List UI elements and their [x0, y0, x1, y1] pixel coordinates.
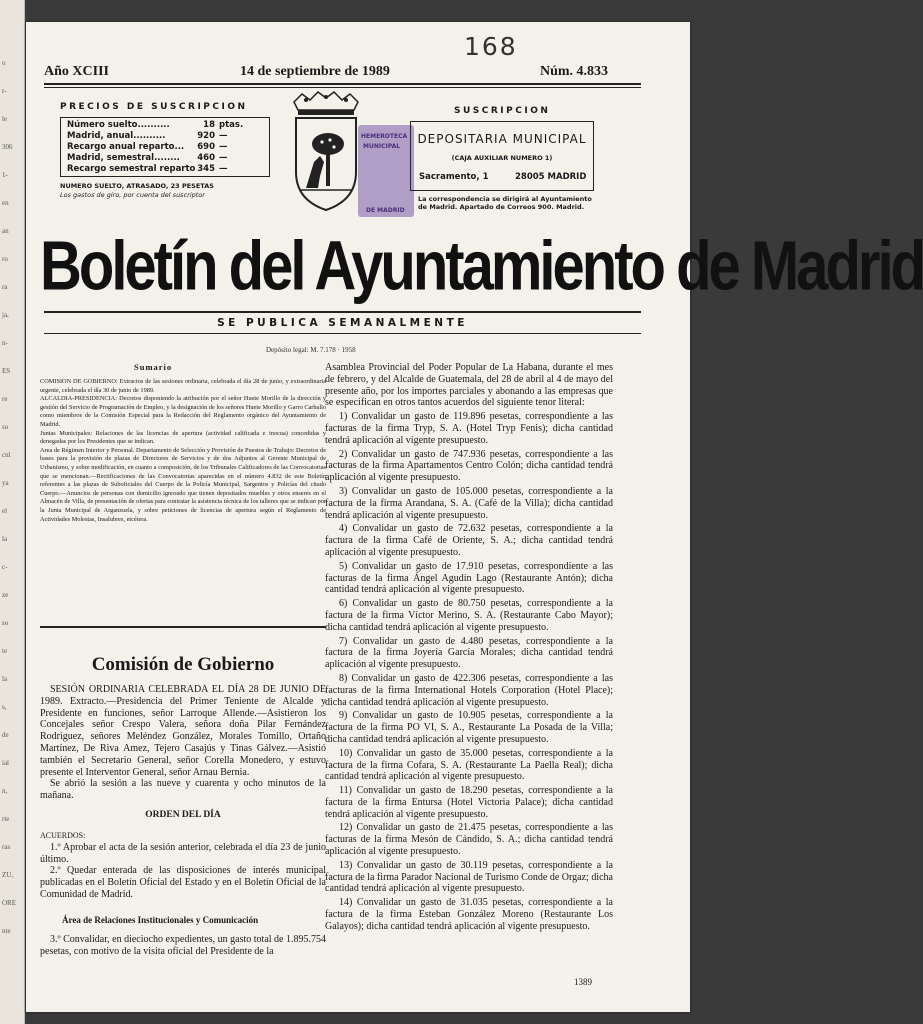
price-unit: — [219, 142, 228, 152]
summary-paragraph: COMISION DE GOBIERNO: Extractos de las sesiones ordinaria, celebrada el día 28 de junio, y extraordinaria urgente, celebrada el día 30 de junio de 1989. [40, 378, 326, 394]
price-value: 690 [197, 142, 215, 152]
margin-fragment: en [2, 199, 9, 207]
handwritten-page-number: 168 [464, 32, 518, 61]
agreement-3 [40, 934, 326, 958]
expense-item: 3) Convalidar un gasto de 105.000 pesetas, correspondiente a la factura de la firma Arandana, S. A. (Café de la Villa); dicha cantidad tendrá aplicación al vigente presupuesto. [325, 485, 613, 521]
masthead-title: Boletín del Ayuntamiento de Madrid [40, 227, 923, 306]
section-title: Comisión de Gobierno [91, 654, 275, 675]
price-unit: ptas. [219, 120, 244, 130]
margin-fragment: de [2, 731, 9, 739]
suscripcion-office: DEPOSITARIA MUNICIPAL [417, 132, 587, 146]
bulletin-page [26, 22, 923, 1012]
issue-number: Núm. 4.833 [540, 64, 609, 79]
margin-fragment: an [2, 227, 9, 235]
suscripcion-title: SUSCRIPCION [454, 106, 551, 116]
summary-title: Sumario [134, 362, 173, 372]
madrid-coat-of-arms-icon [284, 92, 368, 214]
right-column-intro: Asamblea Provincial del Poder Popular de La Habana, durante el mes de febrero, y del Alcalde de Guatemala, del 28 de abril al 4 de mayo del presente año, por los importes parciales y abonando a las empresas que se especifican en otros tantos acuerdos del siguiente tenor literal: [325, 362, 613, 409]
session-paragraph: Se abrió la sesión a las nueve y cuarenta y ocho minutos de la mañana. [40, 778, 326, 802]
publication-frequency: SE PUBLICA SEMANALMENTE [217, 317, 468, 329]
price-value: 460 [197, 153, 215, 163]
margin-fragment: re [2, 395, 8, 403]
price-row [67, 153, 265, 164]
margin-fragment: r- [2, 87, 7, 95]
price-value: 345 [197, 164, 215, 174]
margin-fragment: 1- [2, 171, 8, 179]
session-extract [40, 684, 326, 802]
area-heading: Área de Relaciones Institucionales y Comunicación [62, 915, 259, 925]
expense-item: 13) Convalidar un gasto de 30.119 pesetas, correspondiente a la factura de la firma Parador Nacional de Turismo Conde de Orgaz; dicha cantidad tendrá aplicación al vigente presupuesto. [325, 859, 613, 895]
price-label: Madrid, semestral........ [67, 153, 180, 163]
price-value: 18 [203, 120, 215, 130]
price-row [67, 131, 265, 142]
summary-text [40, 378, 326, 524]
expense-item: 10) Convalidar un gasto de 35.000 pesetas, correspondiente a la factura de la firma Cofara, S. A. (Restaurante La Paella Real); dicha cantidad tendrá aplicación al vigente presupuesto. [325, 747, 613, 783]
stamp-line-1: HEMEROTECA [361, 133, 408, 140]
issue-date: 14 de septiembre de 1989 [240, 64, 390, 79]
section-divider [40, 626, 326, 632]
stamp-line-2: MUNICIPAL [363, 143, 401, 150]
margin-fragment: la [2, 675, 8, 683]
margin-fragment: ES [2, 367, 11, 375]
summary-paragraph: Area de Régimen Interior y Personal. Departamento de Selección y Provisión de Puestos de Trabajo: Decretos de bases para la provisión de plazas de Directores de Servicios y de dos Adjuntos al Gerente Municipal de Urbanismo, y sobre modificación, en cuanto a composición, de los Tribunales Calificadores de las Convocatorias que se mencionan.—Rectificaciones de las Convocatorias aparecidas en el número 4.832 de este Boletín referentes a las plazas de Suboficiales del Cuerpo de la Policía Municipal, Sargentos y Policías del citado Cuerpo.—Anuncios de personas con domicilio ignorado que tienen depositados muebles y otros enseres en el Almacén de Villa, de presentación de ofertas para contratar la asistencia técnica de los talleres que se indican por la Junta Municipal de Arganzuela, y sobre peticiones de licencias de apertura según el Reglamento de Actividades Molestas, Insalubres, etcétera. [40, 446, 326, 523]
tagline-rule [44, 333, 641, 334]
stamp-line-3: DE MADRID [366, 207, 405, 214]
expense-item: 8) Convalidar un gasto de 422.306 pesetas, correspondiente a las facturas de la firma International Hotels Corporation (Hotel Place); dicha cantidad tendrá aplicación al vigente presupuesto. [325, 672, 613, 708]
suscripcion-street: Sacramento, 1 [419, 172, 489, 182]
suscripcion-caja: (CAJA AUXILIAR NUMERO 1) [451, 154, 553, 162]
margin-fragment: ra [2, 283, 8, 291]
margin-fragment: cnl [2, 451, 11, 459]
margin-fragment: ya [2, 479, 9, 487]
suscripcion-city: 28005 MADRID [515, 172, 587, 182]
margin-fragment: rte [2, 815, 10, 823]
price-unit: — [219, 164, 228, 174]
margin-fragment: nte [2, 927, 11, 935]
price-row [67, 142, 265, 153]
price-value: 920 [197, 131, 215, 141]
prices-note-1: NUMERO SUELTO, ATRASADO, 23 PESETAS [60, 182, 214, 190]
margin-fragment: ial [2, 759, 9, 767]
expense-item: 9) Convalidar un gasto de 10.905 pesetas, correspondiente a la factura de la firma PO VI, S. A., Restaurante La Posada de la Villa; dicha cantidad tendrá aplicación al vigente presupuesto. [325, 710, 613, 745]
expense-item: 11) Convalidar un gasto de 18.290 pesetas, correspondiente a la factura de la firma Entursa (Hotel Victoria Palace); dicha cantidad tendrá aplicación al vigente presupuesto. [325, 785, 613, 820]
price-unit: — [219, 131, 228, 141]
expense-item: 4) Convalidar un gasto de 72.632 pesetas, correspondiente a la factura de la firma Café de Oriente, S. A.; dicha cantidad tendrá aplicación al vigente presupuesto. [325, 523, 613, 558]
adjacent-page-edge [0, 0, 25, 1024]
margin-fragment: ORE [2, 899, 16, 907]
price-label: Madrid, anual.......... [67, 131, 166, 141]
suscripcion-box [410, 121, 594, 191]
library-stamp [358, 125, 414, 217]
price-row [67, 164, 265, 175]
header-rule [44, 83, 641, 85]
price-unit: — [219, 153, 228, 163]
agreements [40, 830, 326, 901]
margin-fragment: la [2, 535, 8, 543]
prices-box [60, 117, 270, 177]
margin-fragment: te [2, 647, 8, 655]
summary-paragraph: Juntas Municipales: Relaciones de las licencias de apertura (actividad calificada e inocua) concedidas y denegadas por los Presidentes que se indican. [40, 429, 326, 446]
margin-fragment: c- [2, 563, 8, 571]
margin-fragment: ZU, [2, 871, 14, 879]
suscripcion-note-2: de Madrid. Apartado de Correos 900. Madrid. [418, 203, 585, 211]
price-label: Recargo anual reparto... [67, 142, 185, 152]
margin-fragment: n- [2, 339, 8, 347]
margin-fragment: el [2, 507, 8, 515]
masthead-rule [44, 311, 641, 313]
right-column [325, 362, 613, 935]
page-number: 1389 [574, 977, 592, 987]
margin-fragment: n, [2, 787, 8, 795]
price-label: Recargo semestral reparto [67, 164, 196, 174]
agreement-item: 3.º Convalidar, en dieciocho expedientes, un gasto total de 1.895.754 pesetas, con motivo de la visita oficial del Presidente de la [40, 934, 326, 957]
summary-paragraph: ALCALDIA-PRESIDENCIA: Decretos disponiendo la atribución por el señor Huete Morillo de la dirección y gestión del Servicio de Programación de Empleo, y la designación de los señores Huete Morillo y Garro Carballo como miembros de la Comisión Especial para la Redacción del Reglamento orgánico del Ayuntamiento de Madrid. [40, 395, 326, 428]
expense-item: 6) Convalidar un gasto de 80.750 pesetas, correspondiente a la factura de la firma Víctor Merino, S. A. (Restaurante Cabo Mayor); dicha cantidad tendrá aplicación al vigente presupuesto. [325, 598, 613, 633]
expense-item: 2) Convalidar un gasto de 747.936 pesetas, correspondiente a las facturas de la firma Apartamentos Centro Colón; dicha cantidad tendrá aplicación al vigente presupuesto. [325, 448, 613, 484]
agreement-item: 1.º Aprobar el acta de la sesión anterior, celebrada el día 23 de junio último. [40, 841, 326, 865]
expense-item: 1) Convalidar un gasto de 119.896 pesetas, correspondiente a las facturas de la firma Tryp, S. A. (Hotel Tryp Fenis); dicha cantidad tendrá aplicación al vigente presupuesto. [325, 411, 613, 446]
agreement-item: 2.º Quedar enterada de las disposiciones de interés municipal publicadas en el Boletín Oficial del Estado y en el Boletín Oficial de la Comunidad de Madrid. [40, 865, 326, 900]
prices-title: PRECIOS DE SUSCRIPCION [60, 102, 248, 112]
suscripcion-note-1: La correspondencia se dirigirá al Ayuntamiento [418, 195, 592, 203]
agenda-heading: ORDEN DEL DÍA [145, 810, 221, 820]
price-row [67, 120, 265, 131]
margin-fragment: le [2, 115, 8, 123]
margin-fragment: o [2, 59, 6, 67]
issue-year: Año XCIII [44, 64, 109, 79]
margin-fragment: s, [2, 703, 7, 711]
expense-item: 7) Convalidar un gasto de 4.480 pesetas, correspondiente a la factura de la firma Joyería García Morales; dicha cantidad tendrá aplicación al vigente presupuesto. [325, 635, 613, 671]
expense-item: 12) Convalidar un gasto de 21.475 pesetas, correspondiente a las facturas de la firma Mesón de Cándido, S. A.; dicha cantidad tendrá aplicación al vigente presupuesto. [325, 822, 613, 858]
price-label: Número suelto.......... [67, 120, 170, 130]
prices-note-2: Los gastos de giro, por cuenta del suscriptor [60, 191, 205, 199]
legal-deposit: Depósito legal: M. 7.178 · 1958 [266, 346, 356, 354]
header-rule-thin [44, 87, 641, 88]
expense-item: 14) Convalidar un gasto de 31.035 pesetas, correspondiente a la factura de la firma Esteban González Moreno (Restaurante Los Galayos); dicha cantidad tendrá aplicación al vigente presupuesto. [325, 897, 613, 932]
margin-fragment: ras [2, 843, 11, 851]
margin-fragment: ja, [2, 311, 9, 319]
session-paragraph: SESIÓN ORDINARIA CELEBRADA EL DÍA 28 DE JUNIO DE 1989. Extracto.—Presidencia del Primer Teniente de Alcalde y Presidente en funciones, señor Larroque Allende.—Asistieron los Concejales señor Crespo Valera, señora doña Pilar Fernández Rodríguez, señores Meléndez González, Morales Tomillo, Ortaño Martínez, De Riva Amez, Tejero Casajús y Tinas Gálvez.—Asistió también el Secretario General, señor Corella Monedero, y estuvo presente el Interventor General, señor Arnau Bernia. [40, 684, 326, 778]
margin-fragment: ze [2, 591, 9, 599]
margin-fragment: 306 [2, 143, 13, 151]
margin-fragment: so [2, 619, 9, 627]
agreements-label: ACUERDOS: [40, 831, 86, 840]
margin-fragment: ro [2, 255, 8, 263]
margin-fragment: so [2, 423, 9, 431]
expense-item: 5) Convalidar un gasto de 17.910 pesetas, correspondiente a las facturas de la firma Ángel Agudín Lago (Restaurante Antón); dicha cantidad tendrá aplicación al vigente presupuesto. [325, 560, 613, 596]
